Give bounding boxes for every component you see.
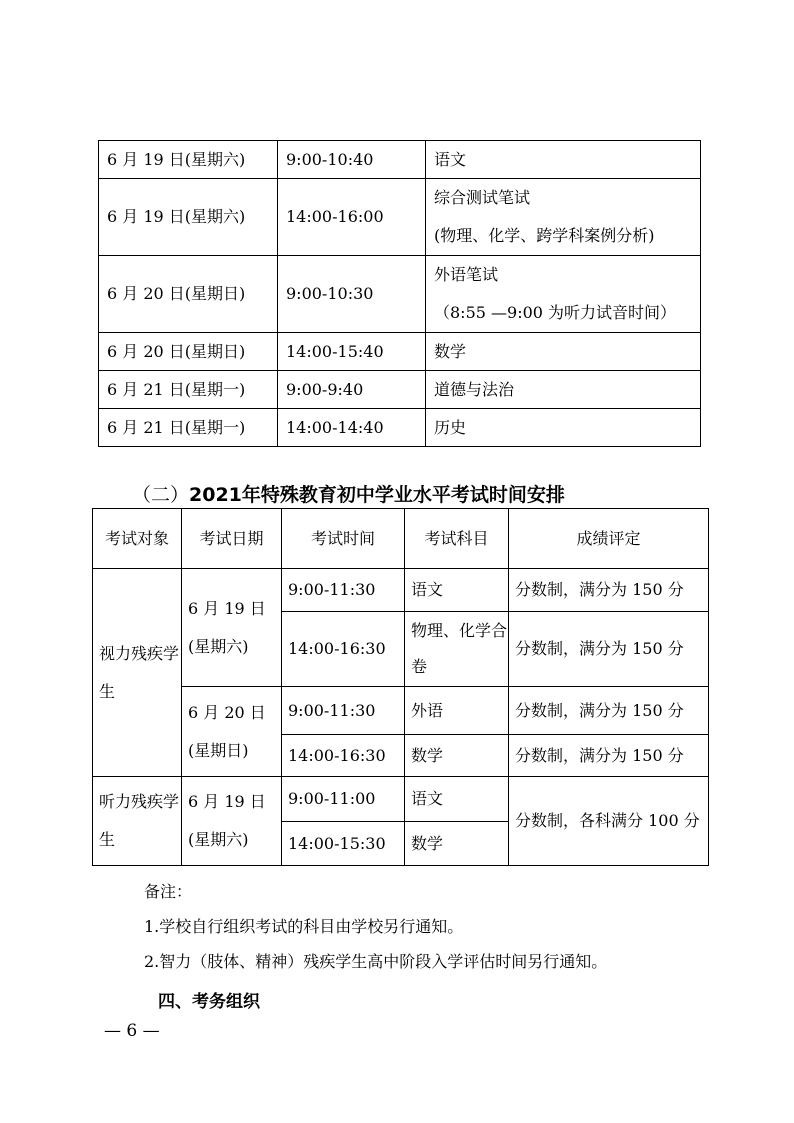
table-row — [99, 333, 701, 371]
page-number: — 6 — — [104, 1021, 160, 1041]
grading-cell: 分数制，各科满分 100 分 — [509, 777, 709, 866]
date-cell: 6 月 19 日(星期六) — [99, 141, 278, 179]
date-cell: 6 月 19 日(星期六) — [182, 777, 282, 866]
date-cell: 6 月 21 日(星期一) — [99, 371, 278, 409]
note-item: 2.智力（肢体、精神）残疾学生高中阶段入学评估时间另行通知。 — [144, 952, 608, 971]
time-cell: 14:00-16:30 — [282, 735, 405, 777]
date-cell: 6 月 19 日(星期六) — [182, 569, 282, 687]
heading-year: 2021 — [189, 484, 242, 506]
table-row — [99, 256, 701, 333]
subject-cell: 道德与法治 — [426, 371, 701, 409]
date-cell: 6 月 20 日(星期日) — [99, 256, 278, 333]
subject-line: 外语笔试 — [434, 265, 499, 284]
table-row — [93, 777, 709, 822]
header-date: 考试日期 — [182, 509, 282, 569]
subject-cell: 外语 — [405, 687, 509, 735]
subject-cell: 语文 — [405, 569, 509, 612]
time-cell: 9:00-11:30 — [282, 687, 405, 735]
header-target: 考试对象 — [93, 509, 182, 569]
grading-cell: 分数制，满分为 150 分 — [509, 612, 709, 687]
subject-cell: 数学 — [405, 822, 509, 866]
table-row — [99, 409, 701, 447]
header-row — [93, 509, 709, 569]
table-row — [99, 179, 701, 256]
notes-title: 备注： — [144, 882, 193, 901]
subject-detail: (物理、化学、跨学科案例分析) — [434, 226, 655, 245]
time-cell: 9:00-11:00 — [282, 777, 405, 822]
subject-cell: 语文 — [405, 777, 509, 822]
subject-cell: 物理、化学合卷 — [405, 612, 509, 687]
table-row — [99, 141, 701, 179]
note-item: 1.学校自行组织考试的科目由学校另行通知。 — [144, 917, 464, 936]
subject-line: 综合测试笔试 — [434, 188, 531, 207]
time-cell: 9:00-10:30 — [278, 256, 426, 333]
table-row — [93, 687, 709, 735]
date-cell: 6 月 20 日(星期日) — [182, 687, 282, 777]
date-cell: 6 月 21 日(星期一) — [99, 409, 278, 447]
next-section-heading: 四、考务组织 — [158, 992, 260, 1012]
exam-schedule-table — [98, 140, 701, 447]
target-cell: 视力残疾学生 — [93, 569, 182, 777]
time-cell: 14:00-16:00 — [278, 179, 426, 256]
subject-cell — [426, 179, 701, 256]
grading-cell: 分数制，满分为 150 分 — [509, 687, 709, 735]
subject-cell: 数学 — [426, 333, 701, 371]
subject-detail: （8:55 —9:00 为听力试音时间） — [434, 303, 677, 322]
header-time: 考试时间 — [282, 509, 405, 569]
grading-cell: 分数制，满分为 150 分 — [509, 569, 709, 612]
target-cell: 听力残疾学生 — [93, 777, 182, 866]
time-cell: 14:00-15:40 — [278, 333, 426, 371]
date-cell: 6 月 20 日(星期日) — [99, 333, 278, 371]
subject-cell: 语文 — [426, 141, 701, 179]
table-row — [93, 569, 709, 612]
date-cell: 6 月 19 日(星期六) — [99, 179, 278, 256]
time-cell: 14:00-14:40 — [278, 409, 426, 447]
subject-cell: 历史 — [426, 409, 701, 447]
section-heading — [132, 480, 565, 507]
time-cell: 14:00-16:30 — [282, 612, 405, 687]
header-subject: 考试科目 — [405, 509, 509, 569]
time-cell: 9:00-10:40 — [278, 141, 426, 179]
heading-prefix: （二） — [132, 484, 190, 506]
special-exam-table — [92, 508, 709, 866]
subject-cell — [426, 256, 701, 333]
grading-cell: 分数制，满分为 150 分 — [509, 735, 709, 777]
time-cell: 9:00-9:40 — [278, 371, 426, 409]
heading-title: 年特殊教育初中学业水平考试时间安排 — [241, 484, 565, 506]
subject-cell: 数学 — [405, 735, 509, 777]
header-grading: 成绩评定 — [509, 509, 709, 569]
time-cell: 9:00-11:30 — [282, 569, 405, 612]
table-row — [99, 371, 701, 409]
time-cell: 14:00-15:30 — [282, 822, 405, 866]
